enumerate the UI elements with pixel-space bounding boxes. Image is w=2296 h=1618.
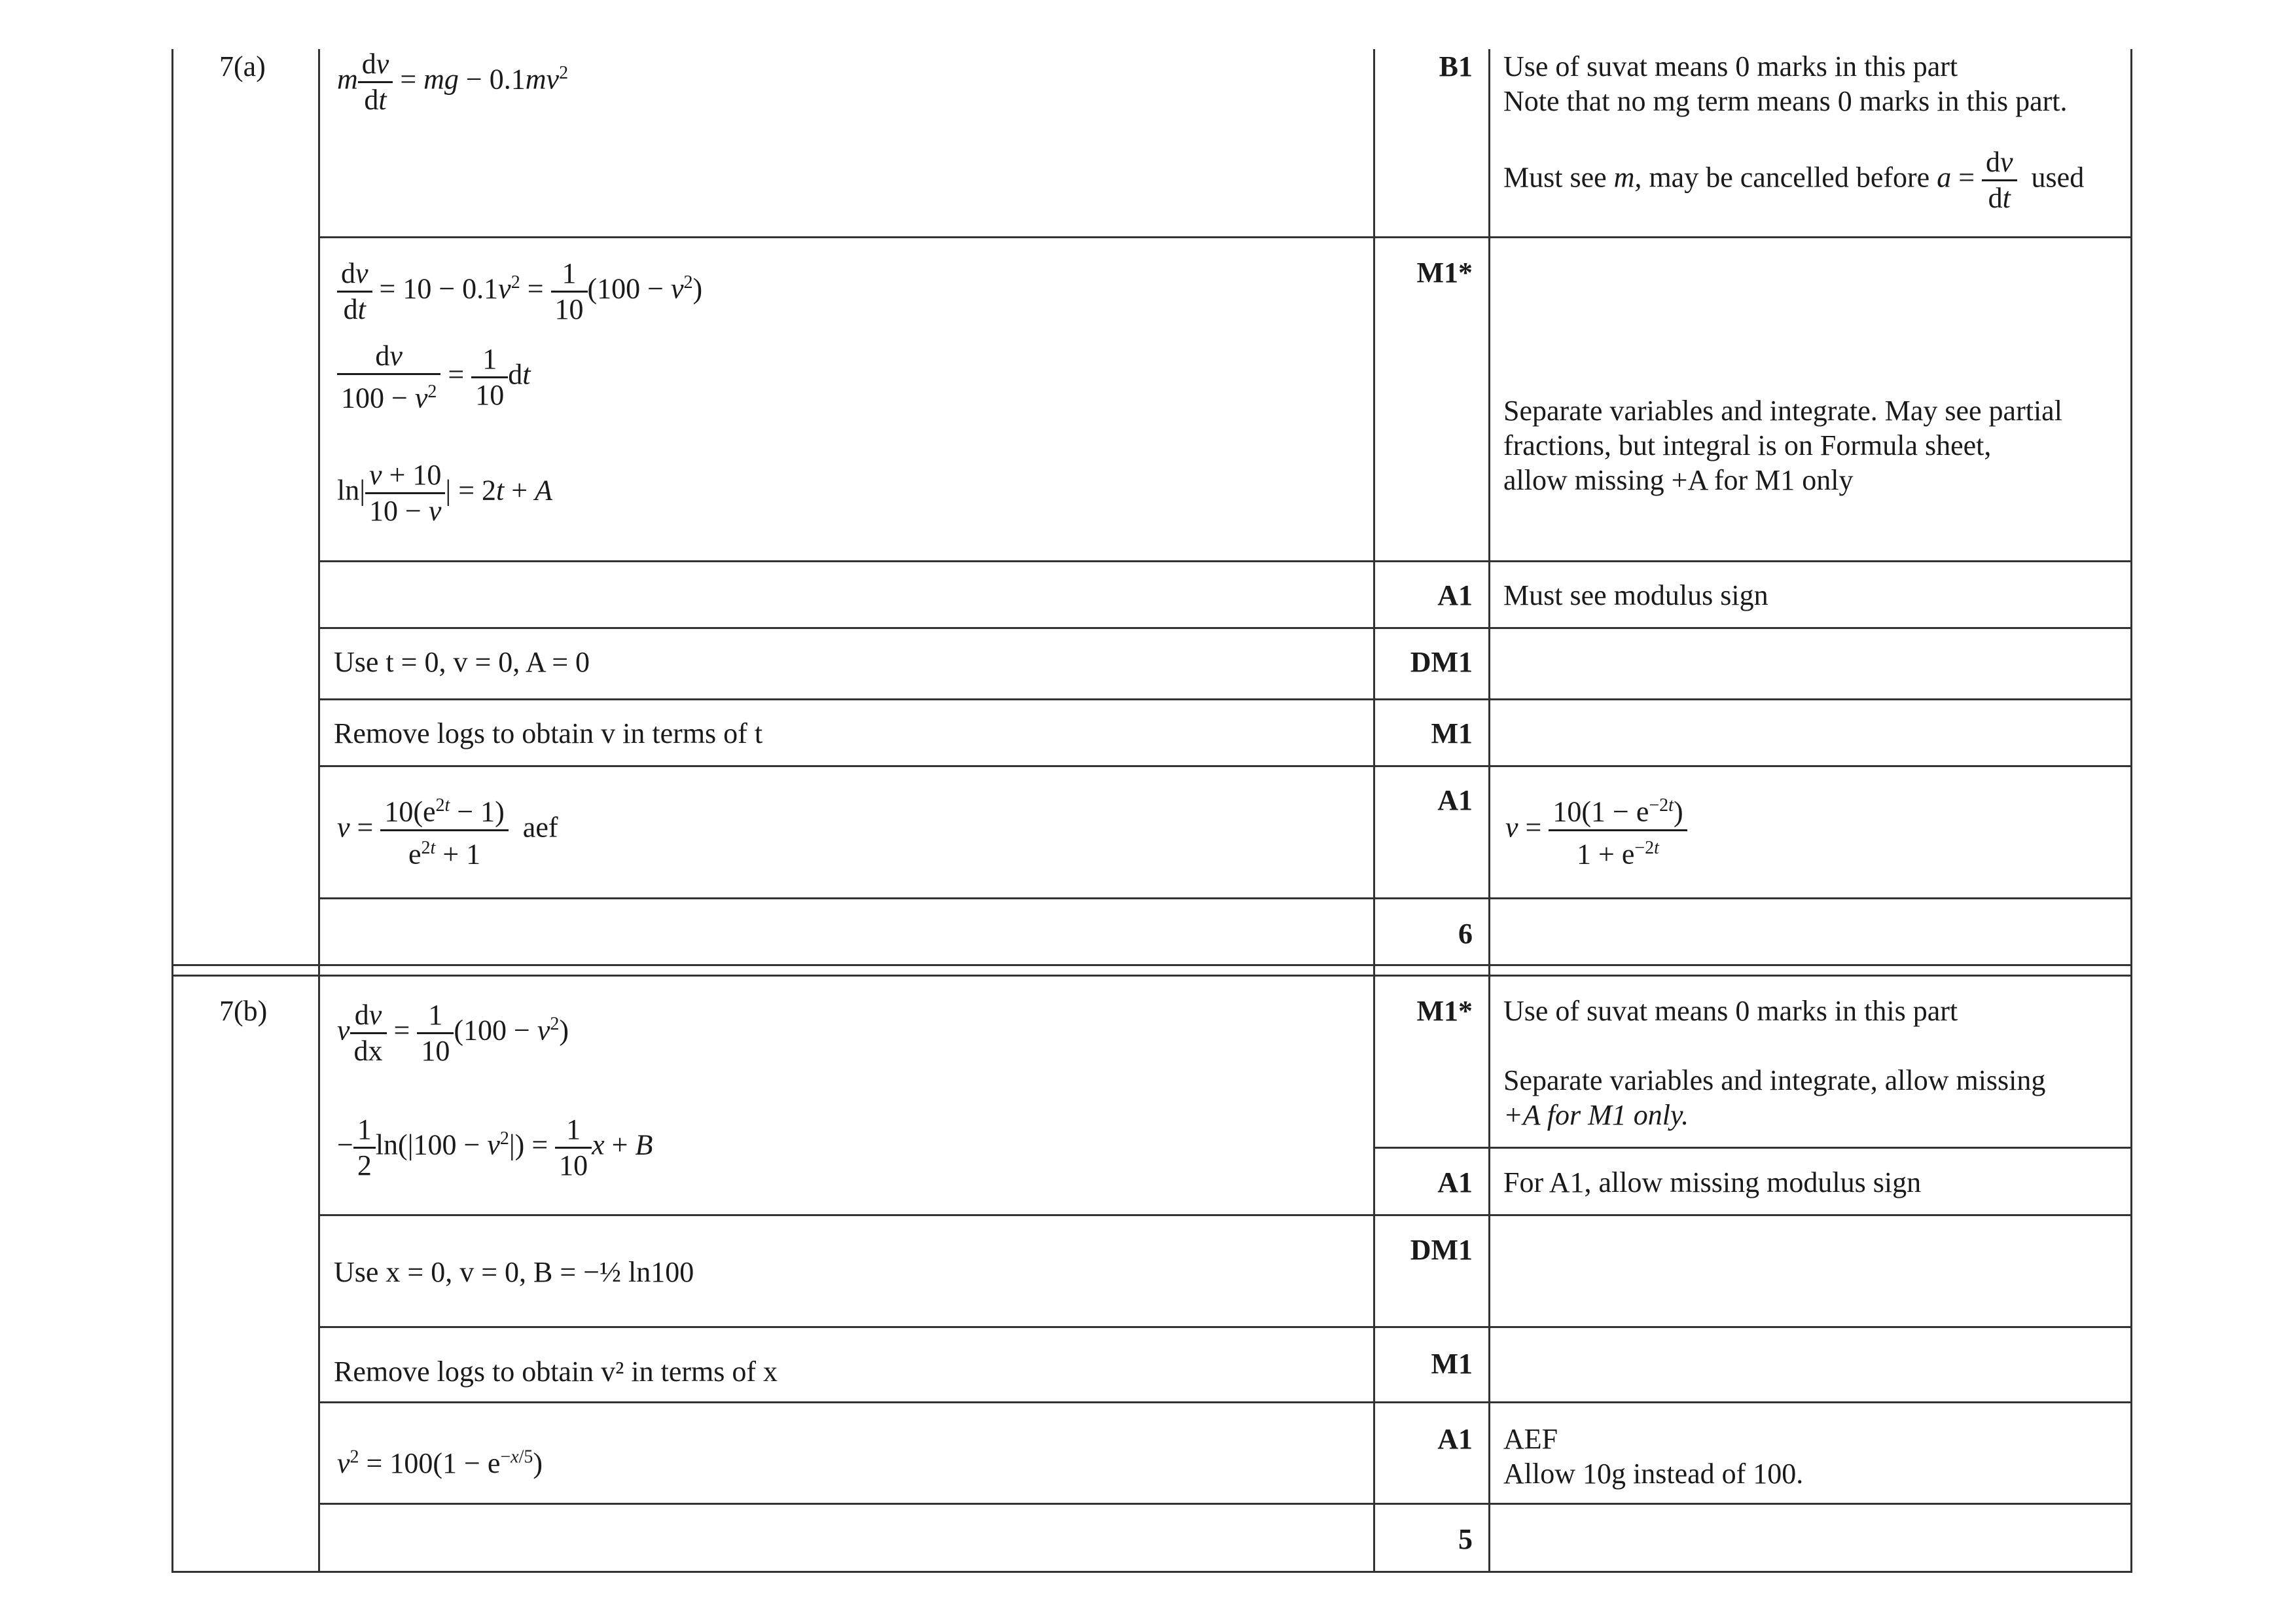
row-divider — [318, 698, 2132, 700]
answer-separated: $\frac{dv}{100 - v^2}$ = $\frac{1}{10}$ dt — [337, 339, 530, 416]
answer-log-integral-b: − $\frac{1}{2}$ $\ln(|100 - v^2|)$ = $\frac{1}{10}$ x + B — [337, 1113, 653, 1181]
mark-dm1: DM1 — [1410, 646, 1473, 678]
answer-initial-conditions: Use t = 0, v = 0, A = 0 — [334, 646, 590, 678]
question-label-7a: 7(a) — [219, 50, 266, 82]
mark-a1: A1 — [1437, 579, 1473, 611]
guidance-line: +A for M1 only. — [1503, 1099, 1689, 1131]
answer-remove-logs: Remove logs to obtain v in terms of t — [334, 717, 763, 749]
answer-initial-conditions-b: Use x = 0, v = 0, B = −½ ln100 — [334, 1256, 694, 1288]
guidance-line: fractions, but integral is on Formula sheet, — [1503, 429, 1992, 461]
row-divider — [318, 560, 2132, 562]
row-divider — [318, 1503, 2132, 1505]
guidance-line: For A1, allow missing modulus sign — [1503, 1166, 1922, 1198]
row-divider — [318, 627, 2132, 629]
guidance-line: allow missing +A for M1 only — [1503, 464, 1854, 496]
answer-remove-logs-b: Remove logs to obtain v² in terms of x — [334, 1356, 778, 1388]
mark-a1: A1 — [1437, 784, 1473, 816]
guidance-line: Use of suvat means 0 marks in this part — [1503, 995, 1958, 1027]
guidance-line: Separate variables and integrate, allow missing — [1503, 1064, 2046, 1096]
row-divider — [318, 1401, 2132, 1403]
guidance-line: Separate variables and integrate. May see partial — [1503, 395, 2062, 427]
mark-m1-star: M1* — [1416, 257, 1473, 289]
guidance-line-dvdt: Must see m, may be cancelled before a = $\frac{dv}{dt}$ used — [1503, 146, 2085, 214]
mark-m1-star: M1* — [1416, 995, 1473, 1027]
answer-log-integral: ln| $\frac{v + 10}{10 - v}$ | = 2t + A — [337, 459, 552, 527]
question-label-7b: 7(b) — [219, 995, 268, 1027]
mark-a1: A1 — [1437, 1166, 1473, 1198]
row-divider — [318, 897, 2132, 899]
mark-a1: A1 — [1437, 1423, 1473, 1455]
answer-velocity-expression: v = $\frac{10(e^{2t} - 1)}{e^{2t} + 1}$ aef — [337, 789, 558, 871]
row-divider — [318, 1214, 2132, 1216]
row-divider — [318, 765, 2132, 767]
answer-dvdt-simplified: $\frac{dv}{dt}$ = $10 - 0.1v^2$ = $\frac{1}{10}$ $(100 - v^2)$ — [337, 257, 702, 327]
table-border-qcol — [318, 49, 320, 1573]
aef-label: aef — [522, 811, 558, 844]
guidance-line: Allow 10g instead of 100. — [1503, 1458, 1804, 1490]
section-divider — [171, 964, 2132, 966]
mark-total-b: 5 — [1458, 1523, 1473, 1555]
row-divider — [318, 1326, 2132, 1328]
table-border-bottom — [171, 1571, 2132, 1573]
mark-m1: M1 — [1431, 717, 1473, 749]
table-border-right — [2130, 49, 2132, 1573]
row-divider — [318, 236, 2132, 238]
table-border-left — [171, 49, 173, 1573]
guidance-line: Use of suvat means 0 marks in this part — [1503, 50, 1958, 82]
answer-v-dvdx: v $\frac{dv}{dx}$ = $\frac{1}{10}$ $(100 - v^2)$ — [337, 999, 569, 1067]
mark-total-a: 6 — [1458, 918, 1473, 950]
guidance-alt-velocity: v = $\frac{10(1 - e^{-2t})}{1 + e^{-2t}}$ — [1505, 789, 1687, 871]
mark-b1: B1 — [1439, 50, 1473, 82]
guidance-line: AEF — [1503, 1423, 1558, 1455]
mark-dm1: DM1 — [1410, 1234, 1473, 1266]
section-divider — [171, 975, 2132, 977]
guidance-line: Note that no mg term means 0 marks in this part. — [1503, 85, 2068, 117]
guidance-line: Must see modulus sign — [1503, 579, 1768, 611]
row-divider — [1373, 1147, 2132, 1149]
answer-v-squared: $v^2 = 100(1 - e^{-x/5})$ — [337, 1447, 543, 1479]
table-border-marks-col — [1488, 49, 1490, 1573]
mark-m1: M1 — [1431, 1348, 1473, 1380]
answer-equation-motion: m $\frac{dv}{dt}$ = mg − $0.1mv^2$ — [337, 48, 569, 116]
